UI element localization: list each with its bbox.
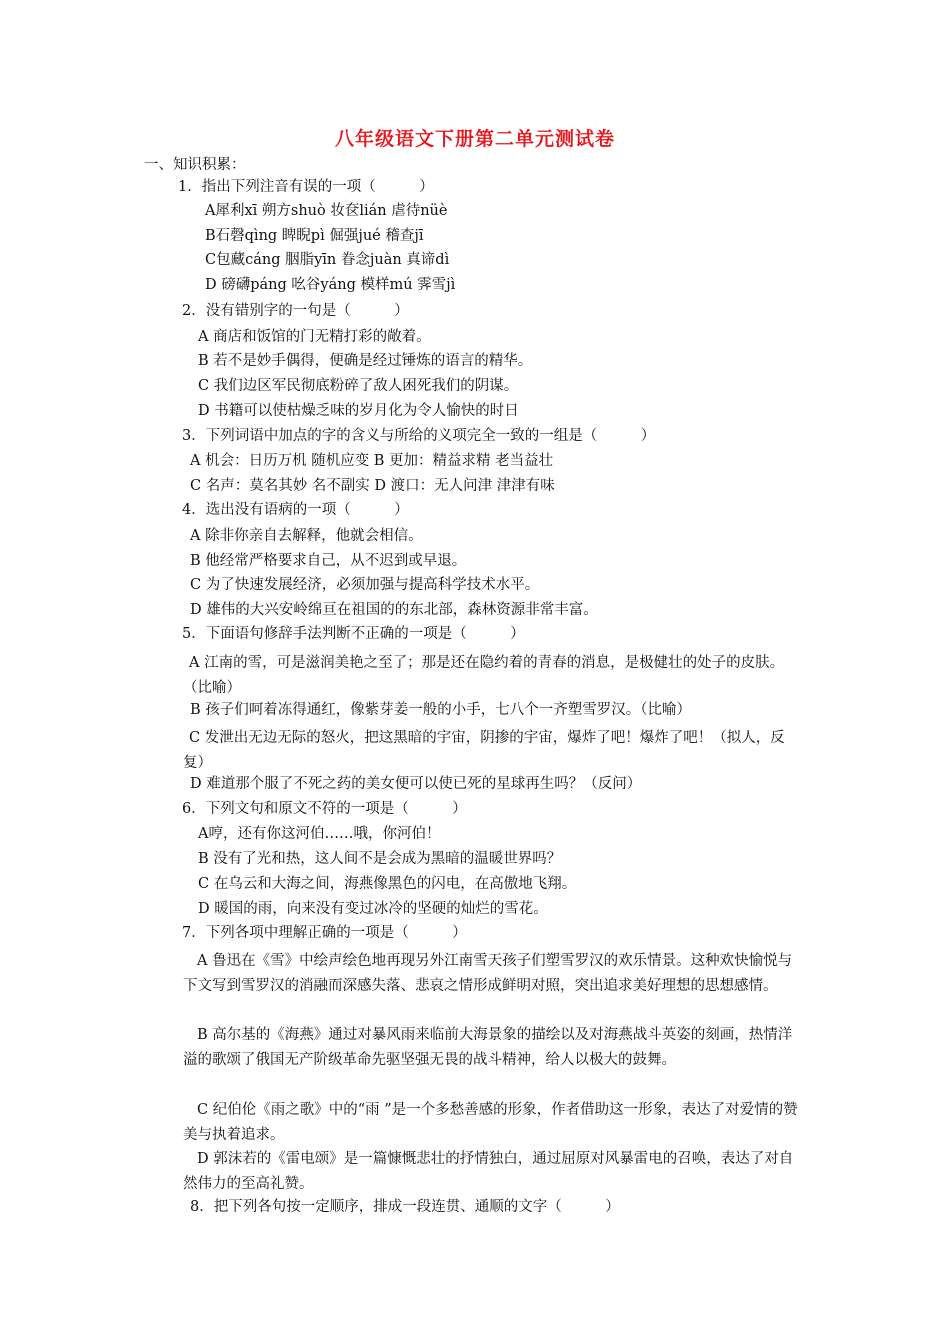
option: D 暖国的雨，向来没有变过冰冷的坚硬的灿烂的雪花。 [198,901,548,917]
option: C 纪伯伦《雨之歌》中的“雨 ”是一个多愁善感的形象，作者借助这一形象，表达了对爱情的赞美与执着追求。 [183,1102,798,1143]
question-stem: 1．指出下列注音有误的一项（ ） [178,179,434,195]
question-stem: 4．选出没有语病的一项（ ） [182,502,409,518]
option: C 发泄出无边无际的怒火，把这黑暗的宇宙，阴掺的宇宙，爆炸了吧！爆炸了吧！（拟人，反复） [183,730,785,771]
option: A 除非你亲自去解释，他就会相信。 [190,528,423,544]
section-heading: 一、知识积累： [144,157,246,173]
question-stem: 8．把下列各句按一定顺序，排成一段连贯、通顺的文字（ ） [190,1199,620,1215]
option: B 高尔基的《海燕》通过对暴风雨来临前大海景象的描绘以及对海燕战斗英姿的刻画，热情洋溢的歌颂了俄国无产阶级革命先驱坚强无畏的战斗精神，给人以极大的鼓舞。 [183,1027,793,1068]
question-stem: 2．没有错别字的一句是（ ） [182,303,409,319]
question-stem: 6．下列文句和原文不符的一项是（ ） [182,801,467,817]
option: A哼，还有你这河伯……哦，你河伯！ [198,826,441,842]
option: C 为了快速发展经济，必须加强与提高科学技术水平。 [190,577,540,593]
option: A 鲁迅在《雪》中绘声绘色地再现另外江南雪天孩子们塑雪罗汉的欢乐情景。这种欢快愉悦与下文写到雪罗汉的消融而深感失落、悲哀之情形成鲜明对照，突出追求美好理想的思想感情。 [183,953,793,994]
option: A 江南的雪，可是滋润美艳之至了；那是还在隐约着的青春的消息，是极健壮的处子的皮肤。（比喻） [183,655,785,696]
option: A犀利xī 朔方shuò 妆奁lián 虐待nüè [205,203,448,219]
question-stem: 3．下列词语中加点的字的含义与所给的义项完全一致的一组是（ ） [182,428,656,444]
option: B 孩子们呵着冻得通红，像紫芽姜一般的小手，七八个一齐塑雪罗汉。（比喻） [190,702,692,718]
option: A 商店和饭馆的门无精打彩的敞着。 [198,329,431,345]
option: B 他经常严格要求自己，从不迟到或早退。 [190,553,467,569]
option: D 雄伟的大兴安岭绵亘在祖国的的东北部，森林资源非常丰富。 [190,602,598,618]
option: C 名声：莫名其妙 名不副实 D 渡口：无人问津 津津有味 [190,478,555,494]
option: C包藏cáng 胭脂yīn 眷念juàn 真谛dì [205,252,450,268]
option: B 若不是妙手偶得，便确是经过锤炼的语言的精华。 [198,353,533,369]
question-stem: 5．下面语句修辞手法判断不正确的一项是（ ） [182,626,525,642]
option: D 郭沫若的《雷电颂》是一篇慷慨悲壮的抒情独白，通过屈原对风暴雷电的召唤，表达了对自然伟力的至高礼赞。 [183,1151,794,1192]
option: B石磬qìng 睥睨pì 倔强jué 稽查jī [205,228,424,244]
page-title: 八年级语文下册第二单元测试卷 [334,128,615,150]
option: D 难道那个服了不死之药的美女便可以使已死的星球再生吗？（反问） [190,776,642,792]
question-stem: 7．下列各项中理解正确的一项是（ ） [182,925,467,941]
option: C 在乌云和大海之间，海燕像黑色的闪电，在高傲地飞翔。 [198,876,577,892]
option: B 没有了光和热，这人间不是会成为黑暗的温暖世界吗？ [198,851,562,867]
option: C 我们边区军民彻底粉碎了敌人困死我们的阴谋。 [198,378,519,394]
option: D 磅礴páng 吆谷yáng 模样mú 霁雪jì [205,277,456,293]
option: A 机会：日历万机 随机应变 B 更加：精益求精 老当益壮 [190,453,554,469]
option: D 书籍可以使枯燥乏味的岁月化为令人愉快的时日 [198,403,519,419]
